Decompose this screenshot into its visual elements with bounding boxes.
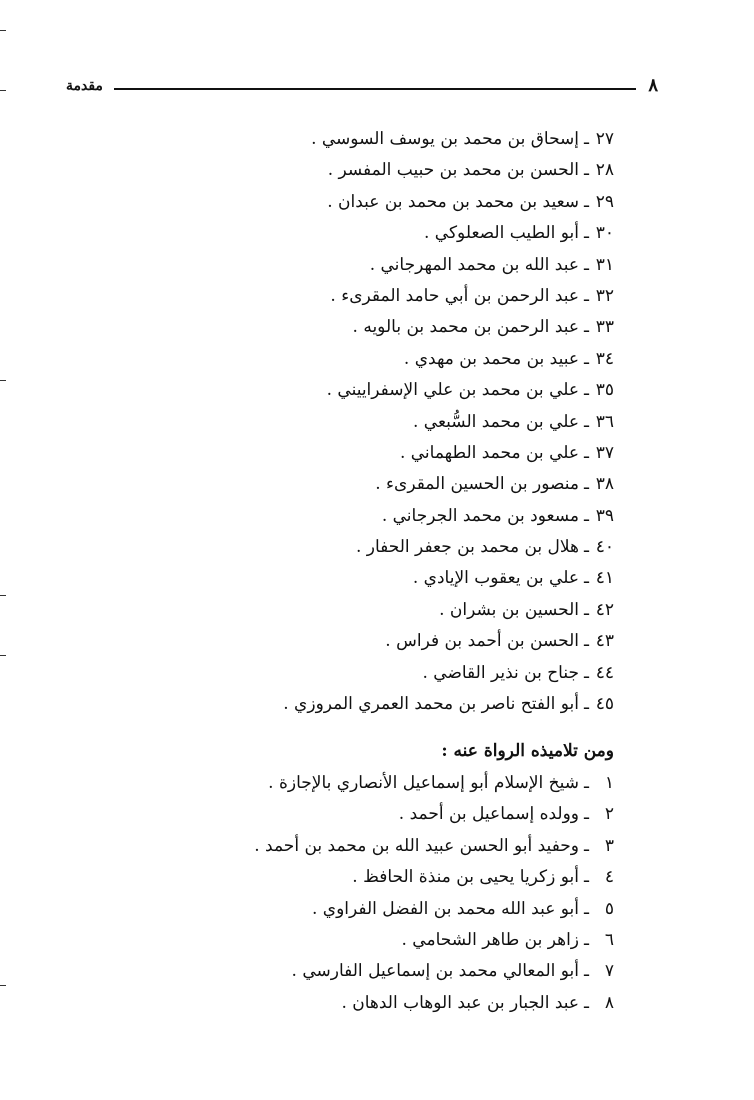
item-dash: ـ [584, 160, 589, 181]
item-dash: ـ [584, 694, 589, 715]
item-number: ٤١ [595, 568, 614, 589]
item-text: عبد الرحمن بن أبي حامد المقرىء . [330, 285, 580, 306]
item-dash: ـ [584, 929, 589, 950]
item-dash: ـ [584, 191, 589, 212]
item-number: ٦ [604, 929, 614, 950]
list-item [94, 956, 614, 987]
scan-edge-mark [0, 595, 6, 596]
list-item [94, 532, 614, 563]
item-dash: ـ [584, 380, 589, 401]
item-text: مسعود بن محمد الجرجاني . [381, 505, 580, 526]
list-item [94, 469, 614, 500]
list-item [94, 626, 614, 657]
item-dash: ـ [584, 442, 589, 463]
item-text: أبو عبد الله محمد بن الفضل الفراوي . [311, 898, 580, 919]
item-text: عبد الجبار بن عبد الوهاب الدهان . [341, 992, 580, 1013]
item-number: ٣١ [595, 254, 614, 275]
scan-edge-mark [0, 985, 6, 986]
item-number: ٤٤ [595, 662, 614, 683]
students-heading: ومن تلاميذه الرواة عنه : [441, 741, 614, 761]
item-dash: ـ [584, 474, 589, 495]
item-number: ٢٧ [595, 129, 614, 149]
section-title: مقدمة [66, 78, 103, 94]
page-number: ٨ [648, 75, 658, 96]
item-text: إسحاق بن محمد بن يوسف السوسي . [311, 129, 580, 149]
list-item [94, 344, 614, 375]
running-header [66, 74, 658, 100]
item-number: ٧ [604, 961, 614, 982]
item-text: جناح بن نذير القاضي . [422, 662, 580, 683]
item-dash: ـ [584, 411, 589, 432]
item-dash: ـ [584, 505, 589, 526]
item-dash: ـ [584, 662, 589, 683]
list-item [94, 563, 614, 594]
item-dash: ـ [584, 631, 589, 652]
item-dash: ـ [584, 537, 589, 558]
scan-edge-mark [0, 30, 6, 31]
list-item [94, 689, 614, 720]
item-dash: ـ [584, 568, 589, 589]
list-item [94, 862, 614, 893]
item-number: ٤٥ [595, 694, 614, 715]
list-item [94, 438, 614, 469]
item-text: عبيد بن محمد بن مهدي . [403, 348, 580, 369]
item-dash: ـ [584, 773, 589, 793]
item-text: أبو الطيب الصعلوكي . [423, 223, 580, 244]
item-number: ٣٧ [595, 442, 614, 463]
item-number: ٢٨ [595, 160, 614, 181]
item-text: أبو المعالي محمد بن إسماعيل الفارسي . [291, 961, 580, 982]
list-item [94, 831, 614, 862]
list-item [94, 595, 614, 626]
list-item [94, 187, 614, 218]
item-dash: ـ [584, 254, 589, 275]
scan-edge-mark [0, 655, 6, 656]
item-dash: ـ [584, 898, 589, 919]
teachers-list [94, 124, 614, 720]
item-text: عبد الرحمن بن محمد بن بالويه . [352, 317, 580, 338]
item-text: علي بن محمد بن علي الإسفراييني . [326, 380, 580, 401]
list-item [94, 799, 614, 830]
list-item [94, 501, 614, 532]
item-number: ٨ [604, 992, 614, 1013]
item-text: زاهر بن طاهر الشحامي . [401, 929, 580, 950]
item-text: هلال بن محمد بن جعفر الحفار . [355, 537, 580, 558]
item-number: ٣٥ [595, 380, 614, 401]
list-item [94, 155, 614, 186]
item-dash: ـ [584, 804, 589, 825]
list-item [94, 925, 614, 956]
item-dash: ـ [584, 317, 589, 338]
item-text: وولده إسماعيل بن أحمد . [398, 804, 580, 825]
item-dash: ـ [584, 223, 589, 244]
item-text: سعيد بن محمد بن محمد بن عبدان . [327, 191, 580, 212]
item-number: ١ [604, 773, 614, 793]
scan-edge-mark [0, 90, 6, 91]
item-number: ٣ [604, 835, 614, 856]
item-text: علي بن يعقوب الإيادي . [412, 568, 580, 589]
item-dash: ـ [584, 599, 589, 620]
item-number: ٥ [604, 898, 614, 919]
list-item [94, 988, 614, 1019]
item-text: الحسين بن بشران . [439, 599, 580, 620]
students-list [94, 768, 614, 1019]
item-dash: ـ [584, 835, 589, 856]
list-item [94, 894, 614, 925]
list-item [94, 250, 614, 281]
item-dash: ـ [584, 129, 589, 149]
item-text: عبد الله بن محمد المهرجاني . [369, 254, 580, 275]
item-text: الحسن بن أحمد بن فراس . [385, 631, 580, 652]
item-dash: ـ [584, 867, 589, 888]
item-text: علي بن محمد الطهماني . [399, 442, 580, 463]
item-dash: ـ [584, 961, 589, 982]
item-text: الحسن بن محمد بن حبيب المفسر . [327, 160, 580, 181]
list-item [94, 658, 614, 689]
scan-edge-mark [0, 380, 6, 381]
item-dash: ـ [584, 992, 589, 1013]
item-number: ٣٢ [595, 285, 614, 306]
list-item [94, 312, 614, 343]
list-item [94, 218, 614, 249]
item-text: منصور بن الحسين المقرىء . [375, 474, 580, 495]
item-number: ٣٩ [595, 505, 614, 526]
item-dash: ـ [584, 285, 589, 306]
item-number: ٤٠ [595, 537, 614, 558]
item-number: ٢ [604, 804, 614, 825]
item-number: ٤ [604, 867, 614, 888]
list-item [94, 281, 614, 312]
item-number: ٢٩ [595, 191, 614, 212]
list-item [94, 375, 614, 406]
item-number: ٣٣ [595, 317, 614, 338]
list-item [94, 768, 614, 799]
item-text: أبو زكريا يحيى بن منذة الحافظ . [352, 867, 580, 888]
item-number: ٣٠ [595, 223, 614, 244]
item-number: ٣٨ [595, 474, 614, 495]
item-number: ٣٦ [595, 411, 614, 432]
item-text: أبو الفتح ناصر بن محمد العمري المروزي . [283, 694, 580, 715]
item-number: ٤٢ [595, 599, 614, 620]
item-text: وحفيد أبو الحسن عبيد الله بن محمد بن أحمد . [254, 835, 580, 856]
item-number: ٣٤ [595, 348, 614, 369]
item-dash: ـ [584, 348, 589, 369]
item-text: علي بن محمد السُّبعي . [412, 411, 580, 432]
list-item [94, 124, 614, 155]
list-item [94, 407, 614, 438]
item-number: ٤٣ [595, 631, 614, 652]
item-text: شيخ الإسلام أبو إسماعيل الأنصاري بالإجازة . [268, 773, 580, 793]
header-rule [114, 88, 636, 90]
